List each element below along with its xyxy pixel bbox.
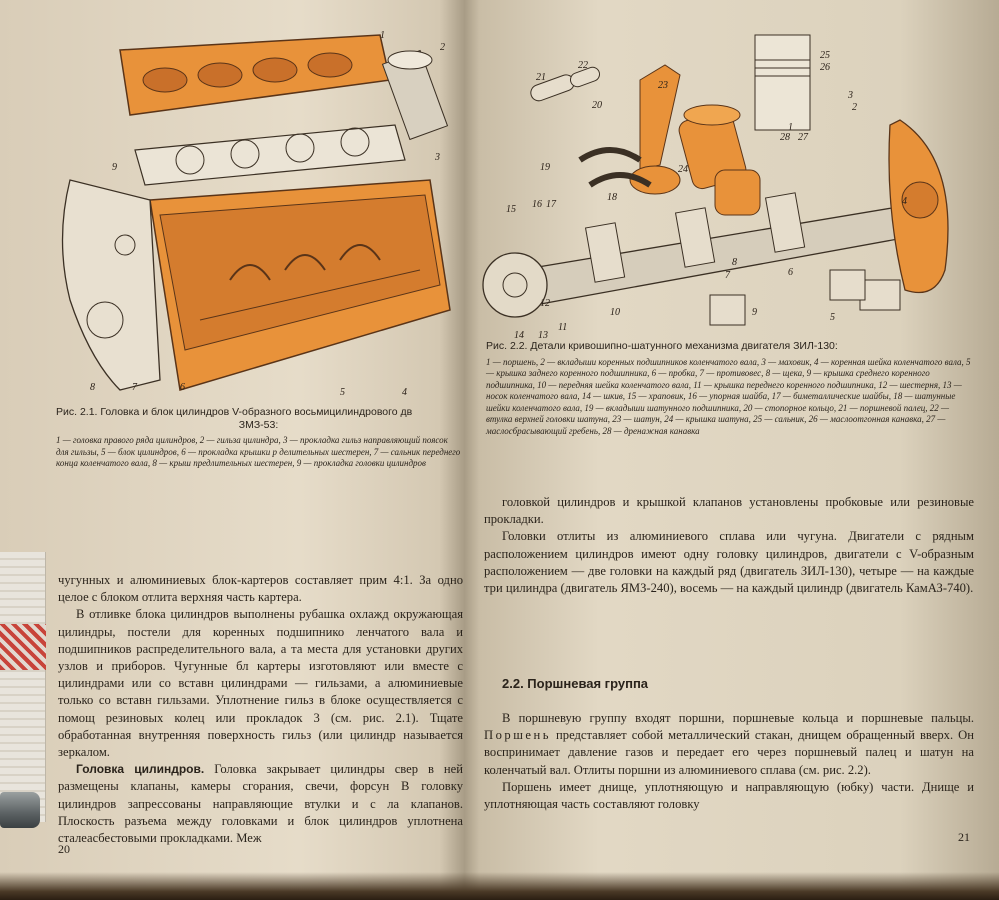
paragraph-text: Головка закрывает цилиндры свер в ней размещены клапаны, камеры сгорания, свечи, форсун В головку цилиндров запрессованы направляющие втулки и с ла клапанов. Плоскость разъема между головками и блок цилиндров уплотнена сталеасбестовыми прокладками. Меж bbox=[58, 762, 463, 846]
figure-engine-block bbox=[50, 20, 465, 400]
spaced-term: Поршень bbox=[484, 728, 551, 743]
figure-2-1-caption bbox=[56, 406, 461, 470]
left-body-text bbox=[58, 572, 463, 847]
left-page bbox=[0, 0, 465, 900]
page-number-right: 21 bbox=[958, 830, 970, 844]
paragraph: чугунных и алюминиевых блок-картеров составляет прим 4:1. За одно целое с блоком отлита верхняя часть картера. bbox=[58, 573, 463, 605]
svg-text:8: 8 bbox=[732, 257, 737, 268]
svg-text:19: 19 bbox=[540, 162, 550, 173]
timing-cover-drawing bbox=[63, 180, 161, 390]
svg-text:5: 5 bbox=[340, 387, 345, 398]
crank-mechanism-illustration bbox=[480, 20, 980, 350]
page-number-left: 20 bbox=[58, 842, 70, 856]
svg-text:9: 9 bbox=[112, 162, 117, 173]
caption-legend: 1 — поршень, 2 — вкладыши коренных подшипников коленчатого вала, 3 — маховик, 4 — коренная шейка коленчатого вала, 5 — крышка заднего коренного подшипника, 6 — пробка, 7 — противовес, 8 — щека, 9 — крышка среднего коренного подшипника, 10 — передняя шейка коленчатого вала, 11 — крышка переднего коренного подшипника, 12 — шестерня, 13 — носок коленчатого вала, 14 — шкив, 15 — храповик, 16 — упорная шайба, 17 — биметаллические шайбы, 18 — шатунные шейки коленчатого вала, 19 — вкладыши шатунного подшипника, 20 — стопорное кольцо, 21 — поршневой палец, 22 — втулка верхней головки шатуна, 23 — шатун, 24 — крышка шатуна, 25 — сальник, 26 — маслоотгонная канавка, 27 — маслосбрасывающий гребень, 28 — дренажная канавка bbox=[486, 356, 971, 436]
bookmark-ribbon bbox=[0, 552, 46, 822]
paragraph: головкой цилиндров и крышкой клапанов установлены пробковые или резиновые прокладки. bbox=[484, 495, 974, 527]
paragraph bbox=[58, 761, 463, 847]
caption-title: Рис. 2.2. Детали кривошипно-шатунного механизма двигателя ЗИЛ-130: bbox=[486, 340, 838, 352]
svg-text:5: 5 bbox=[830, 312, 835, 323]
svg-text:1: 1 bbox=[788, 122, 793, 133]
flywheel-drawing bbox=[889, 120, 948, 293]
svg-text:28: 28 bbox=[780, 132, 790, 143]
caption-title: Рис. 2.1. Головка и блок цилиндров V-образного восьмицилиндрового дв bbox=[56, 406, 413, 418]
paragraph-text: представляет собой металлический стакан, днищем обращенный вверх. Он воспринимает давление газов и передает его через поршневый палец и шатун на коленчатый вал. Отлиты поршни из алюминиевого сплава (см. рис. 2.2). bbox=[484, 728, 974, 777]
svg-text:3: 3 bbox=[848, 90, 853, 101]
svg-text:18: 18 bbox=[607, 192, 617, 203]
svg-text:8: 8 bbox=[90, 382, 95, 393]
svg-text:6: 6 bbox=[788, 267, 793, 278]
paragraph: Головки отлиты из алюминиевого сплава или чугуна. Двигатели с рядным расположением цилиндров имеют одну головку цилиндров, двигатели с V-образным расположением — две головки на каждый ряд (двигатель ЗИЛ-130), четыре — на каждые три цилиндра (двигатель ЯМЗ-240), восемь — на каждый цилиндр (двигатель КамАЗ-740). bbox=[484, 529, 974, 596]
svg-text:10: 10 bbox=[610, 307, 620, 318]
binder-clip bbox=[0, 792, 40, 828]
svg-text:27: 27 bbox=[798, 132, 808, 143]
paragraph bbox=[484, 710, 974, 779]
paragraph-lead: Головка цилиндров. bbox=[76, 762, 205, 777]
right-body-text bbox=[484, 494, 974, 597]
svg-text:24: 24 bbox=[678, 164, 688, 175]
engine-block-illustration bbox=[50, 20, 465, 400]
caption-legend: 1 — головка правого ряда цилиндров, 2 — гильза цилиндра, 3 — прокладка гильз направляющий поясок для гильзы, 5 — блок цилиндров, 6 — прокладка крышки р делительных шестерен, 7 — сальник переднего конца коленчатого вала, 8 — крыш предлительных шестерен, 9 — прокладка головки цилиндров bbox=[56, 435, 461, 468]
svg-text:4: 4 bbox=[402, 387, 407, 398]
svg-text:7: 7 bbox=[725, 270, 730, 281]
right-section-text bbox=[484, 710, 974, 813]
svg-text:15: 15 bbox=[506, 204, 516, 215]
svg-text:22: 22 bbox=[578, 60, 588, 71]
section-heading: 2.2. Поршневая группа bbox=[502, 676, 649, 691]
svg-text:17: 17 bbox=[546, 199, 556, 210]
svg-text:21: 21 bbox=[536, 72, 546, 83]
svg-text:7: 7 bbox=[132, 382, 137, 393]
pulley-drawing bbox=[483, 253, 547, 317]
piston-section-drawing bbox=[755, 35, 810, 130]
svg-text:26: 26 bbox=[820, 62, 830, 73]
cylinder-block-drawing bbox=[150, 180, 450, 390]
head-gasket-drawing bbox=[135, 125, 405, 185]
paragraph-text: В поршневую группу входят поршни, поршневые кольца и поршневые пальцы. bbox=[502, 711, 974, 725]
svg-text:3: 3 bbox=[435, 152, 440, 163]
svg-text:13: 13 bbox=[538, 330, 548, 341]
svg-text:6: 6 bbox=[180, 382, 185, 393]
caption-subtitle: ЗМЗ-53: bbox=[238, 418, 279, 431]
svg-text:12: 12 bbox=[540, 298, 550, 309]
figure-2-2-caption bbox=[486, 340, 971, 437]
svg-text:9: 9 bbox=[752, 307, 757, 318]
paragraph: Поршень имеет днище, уплотняющую и направляющую (юбку) части. Днище и уплотняющая часть составляют головку bbox=[484, 779, 974, 812]
svg-text:2: 2 bbox=[440, 42, 445, 53]
piston-pin-drawing bbox=[529, 65, 602, 103]
svg-text:11: 11 bbox=[558, 322, 568, 333]
page-bottom-edge bbox=[0, 872, 999, 900]
right-page bbox=[470, 0, 999, 900]
cylinder-head-drawing bbox=[120, 35, 390, 115]
svg-text:20: 20 bbox=[592, 100, 602, 111]
svg-text:2: 2 bbox=[852, 102, 857, 113]
svg-text:4: 4 bbox=[902, 196, 907, 207]
svg-text:23: 23 bbox=[658, 80, 668, 91]
svg-text:25: 25 bbox=[820, 50, 830, 61]
connecting-rod-drawing bbox=[630, 65, 680, 194]
svg-text:1: 1 bbox=[380, 30, 385, 41]
svg-text:14: 14 bbox=[514, 330, 524, 341]
svg-text:16: 16 bbox=[532, 199, 542, 210]
piston-drawing bbox=[677, 105, 760, 215]
figure-crank-mechanism bbox=[480, 20, 980, 350]
paragraph: В отливке блока цилиндров выполнены рубашка охлажд окружающая цилиндры, постели для коренных подшипнико ленчатого вала и подшипников распределительного вала, а та места для установки других узлов и приборов. Чугунные бл картеры изготовляют или вместе с цилиндрами или со вставн цилиндрами — гильзами, а алюминиевые только со вставн гильзами. Уплотнение гильз в блоке осуществляется с помощ резиновых колец или прокладок 3 (см. рис. 2.1). Тщате обработанная внутренняя поверхность гильз (или цилиндр называется зеркалом. bbox=[58, 607, 463, 760]
bookmark-stripe bbox=[0, 624, 46, 670]
